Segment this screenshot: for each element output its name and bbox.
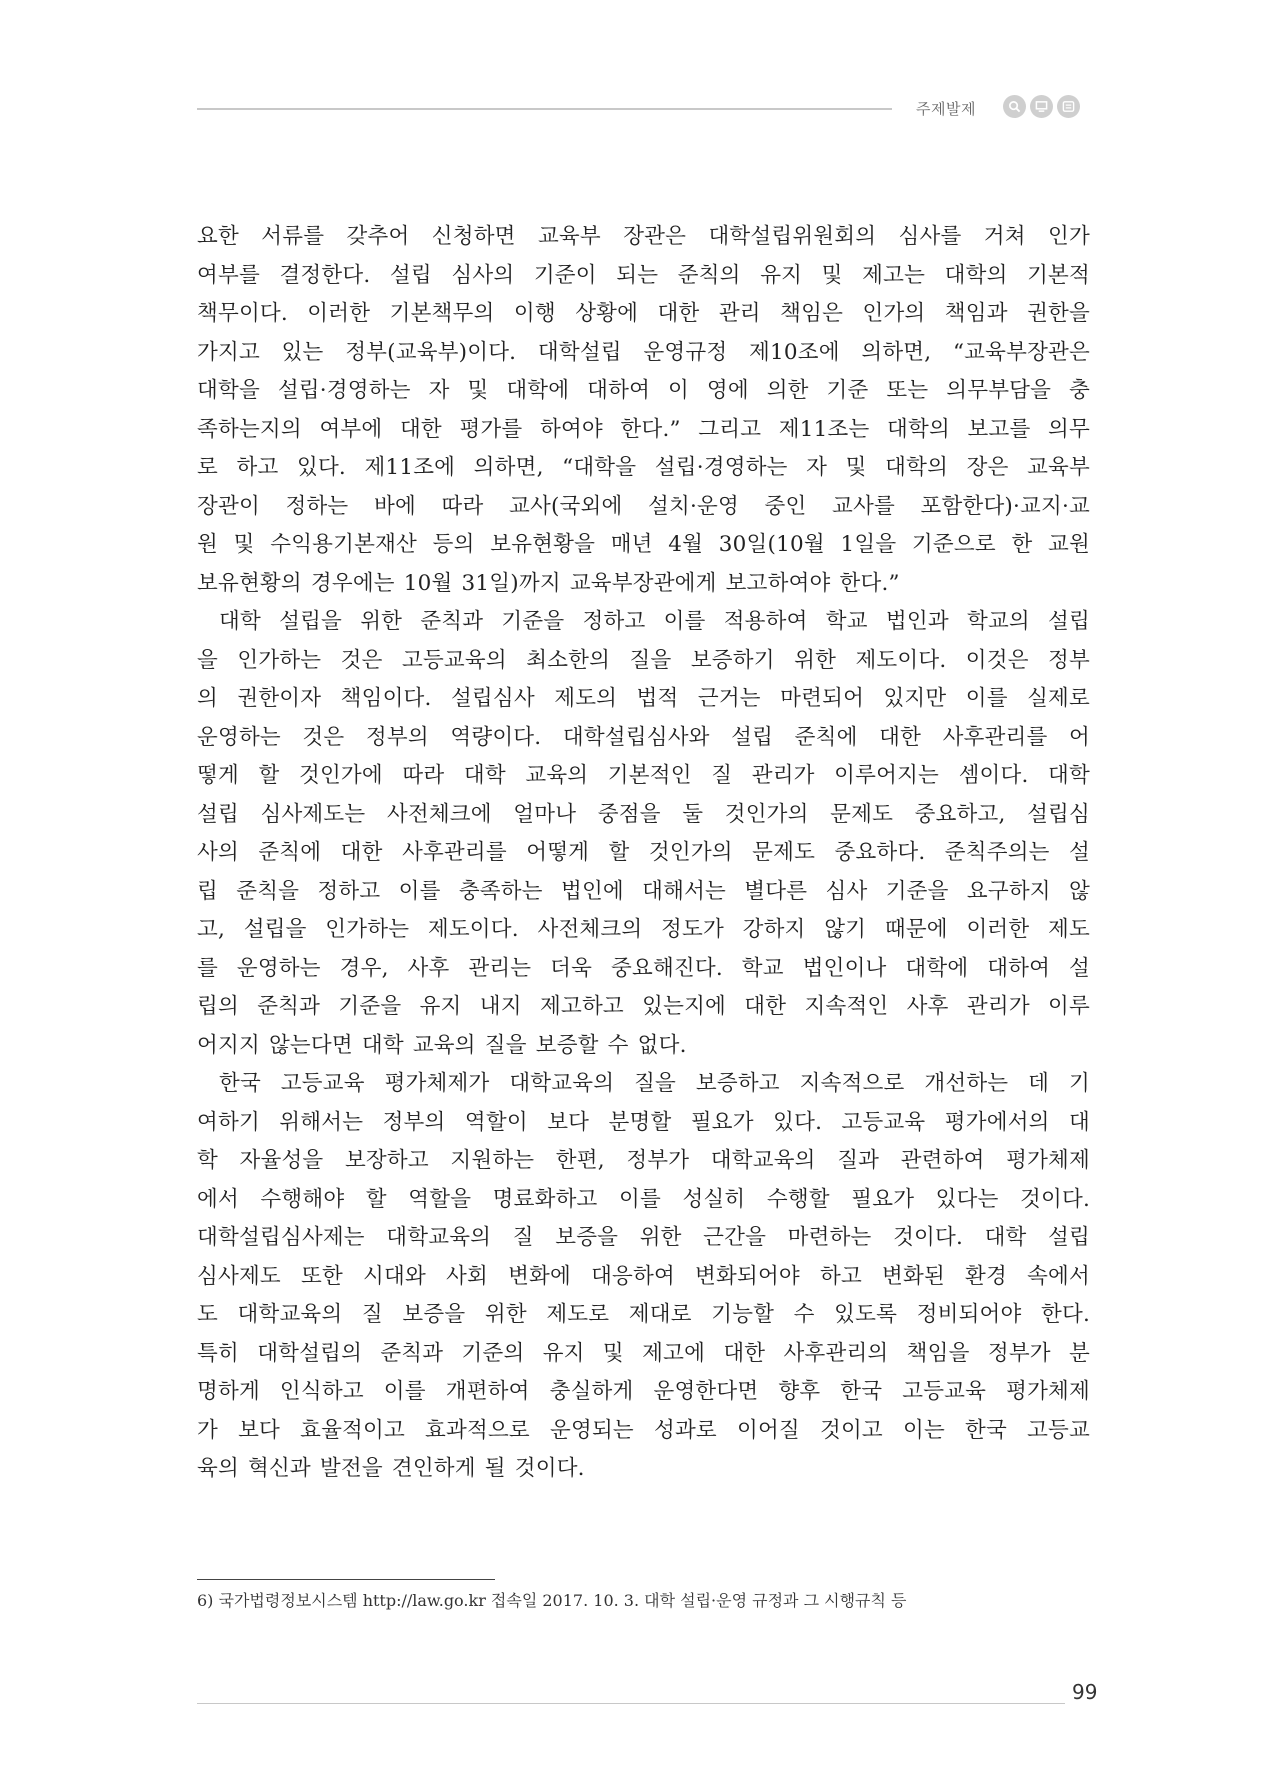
header-rule [197,108,892,110]
text-line: 심사제도 또한 시대와 사회 변화에 대응하여 변화되어야 하고 변화된 환경 속에서 [197,1263,1090,1289]
text-line: 가 보다 효율적이고 효과적으로 운영되는 성과로 이어질 것이고 이는 한국 고등교 [197,1417,1090,1443]
monitor-icon [1030,95,1053,118]
text-line: 대학설립심사제는 대학교육의 질 보증을 위한 근간을 마련하는 것이다. 대학 설립 [197,1225,1090,1250]
text-line: 립의 준칙과 기준을 유지 내지 제고하고 있는지에 대한 지속적인 사후 관리가 이루 [197,994,1090,1019]
text-line: 사의 준칙에 대한 사후관리를 어떻게 할 것인가의 문제도 중요하다. 준칙주의는 설 [197,840,1090,865]
footnote-rule [197,1579,495,1580]
text-line: 명하게 인식하고 이를 개편하여 충실하게 운영한다면 향후 한국 고등교육 평가체제 [197,1379,1090,1404]
running-header-title: 주제발제 [916,100,976,118]
paragraph-2 [197,603,1090,1065]
paragraph-3 [197,1065,1090,1489]
text-line: 육의 혁신과 발전을 견인하게 될 것이다. [197,1456,585,1481]
text-line: 대학을 설립·경영하는 자 및 대학에 대하여 이 영에 의한 기준 또는 의무부담을 충 [197,378,1090,403]
text-line: 고, 설립을 인가하는 제도이다. 사전체크의 정도가 강하지 않기 때문에 이러한 제도 [197,917,1090,942]
text-line: 립 준칙을 정하고 이를 충족하는 법인에 대해서는 별다른 심사 기준을 요구하지 않 [197,878,1090,904]
text-line: 로 하고 있다. 제11조에 의하면, “대학을 설립·경영하는 자 및 대학의 장은 교육부 [197,455,1090,480]
text-line: 도 대학교육의 질 보증을 위한 제도로 제대로 기능할 수 있도록 정비되어야 한다. [197,1302,1090,1327]
text-line: 여부를 결정한다. 설립 심사의 기준이 되는 준칙의 유지 및 제고는 대학의 기본적 [197,262,1090,288]
text-line: 보유현황의 경우에는 10월 31일)까지 교육부장관에게 보고하여야 한다.” [197,570,900,596]
footnote: 6) 국가법령정보시스템 http://law.go.kr 접속일 2017. 10. 3. 대학 설립·운영 규정과 그 시행규칙 등 [197,1591,907,1610]
text-line: 요한 서류를 갖추어 신청하면 교육부 장관은 대학설립위원회의 심사를 거쳐 인가 [197,224,1090,249]
text-line: 떻게 할 것인가에 따라 대학 교육의 기본적인 질 관리가 이루어지는 셈이다. 대학 [197,763,1090,788]
text-line: 을 인가하는 것은 고등교육의 최소한의 질을 보증하기 위한 제도이다. 이것은 정부 [197,647,1090,673]
text-line: 의 권한이자 책임이다. 설립심사 제도의 법적 근거는 마련되어 있지만 이를 실제로 [197,686,1090,711]
header-icon-group [1003,95,1080,118]
footer-rule [197,1703,1065,1704]
text-line: 책무이다. 이러한 기본책무의 이행 상황에 대한 관리 책임은 인가의 책임과 권한을 [197,301,1090,326]
text-line: 운영하는 것은 정부의 역량이다. 대학설립심사와 설립 준칙에 대한 사후관리를 어 [197,724,1090,750]
text-line: 를 운영하는 경우, 사후 관리는 더욱 중요해진다. 학교 법인이나 대학에 대하여 설 [197,955,1090,981]
list-icon [1057,95,1080,118]
text-line: 한국 고등교육 평가체제가 대학교육의 질을 보증하고 지속적으로 개선하는 데 기 [219,1071,1090,1096]
text-line: 학 자율성을 보장하고 지원하는 한편, 정부가 대학교육의 질과 관련하여 평가체제 [197,1148,1090,1173]
text-line: 설립 심사제도는 사전체크에 얼마나 중점을 둘 것인가의 문제도 중요하고, 설립심 [197,801,1090,827]
body-text [197,218,1090,1489]
text-line: 원 및 수익용기본재산 등의 보유현황을 매년 4월 30일(10월 1일을 기준으로 한 교원 [197,532,1090,557]
text-line: 에서 수행해야 할 역할을 명료화하고 이를 성실히 수행할 필요가 있다는 것이다. [197,1186,1090,1212]
text-line: 여하기 위해서는 정부의 역할이 보다 분명할 필요가 있다. 고등교육 평가에서의 대 [197,1109,1090,1135]
text-line: 어지지 않는다면 대학 교육의 질을 보증할 수 없다. [197,1032,687,1058]
page-number: 99 [1072,1680,1098,1704]
text-line: 대학 설립을 위한 준칙과 기준을 정하고 이를 적용하여 학교 법인과 학교의 설립 [219,609,1090,634]
text-line: 장관이 정하는 바에 따라 교사(국외에 설치·운영 중인 교사를 포함한다)·교지·교 [197,493,1090,519]
paragraph-1 [197,218,1090,603]
text-line: 족하는지의 여부에 대한 평가를 하여야 한다.” 그리고 제11조는 대학의 보고를 의무 [197,416,1090,442]
text-line: 특히 대학설립의 준칙과 기준의 유지 및 제고에 대한 사후관리의 책임을 정부가 분 [197,1340,1090,1366]
search-icon [1003,95,1026,118]
text-line: 가지고 있는 정부(교육부)이다. 대학설립 운영규정 제10조에 의하면, “교육부장관은 [197,339,1090,365]
